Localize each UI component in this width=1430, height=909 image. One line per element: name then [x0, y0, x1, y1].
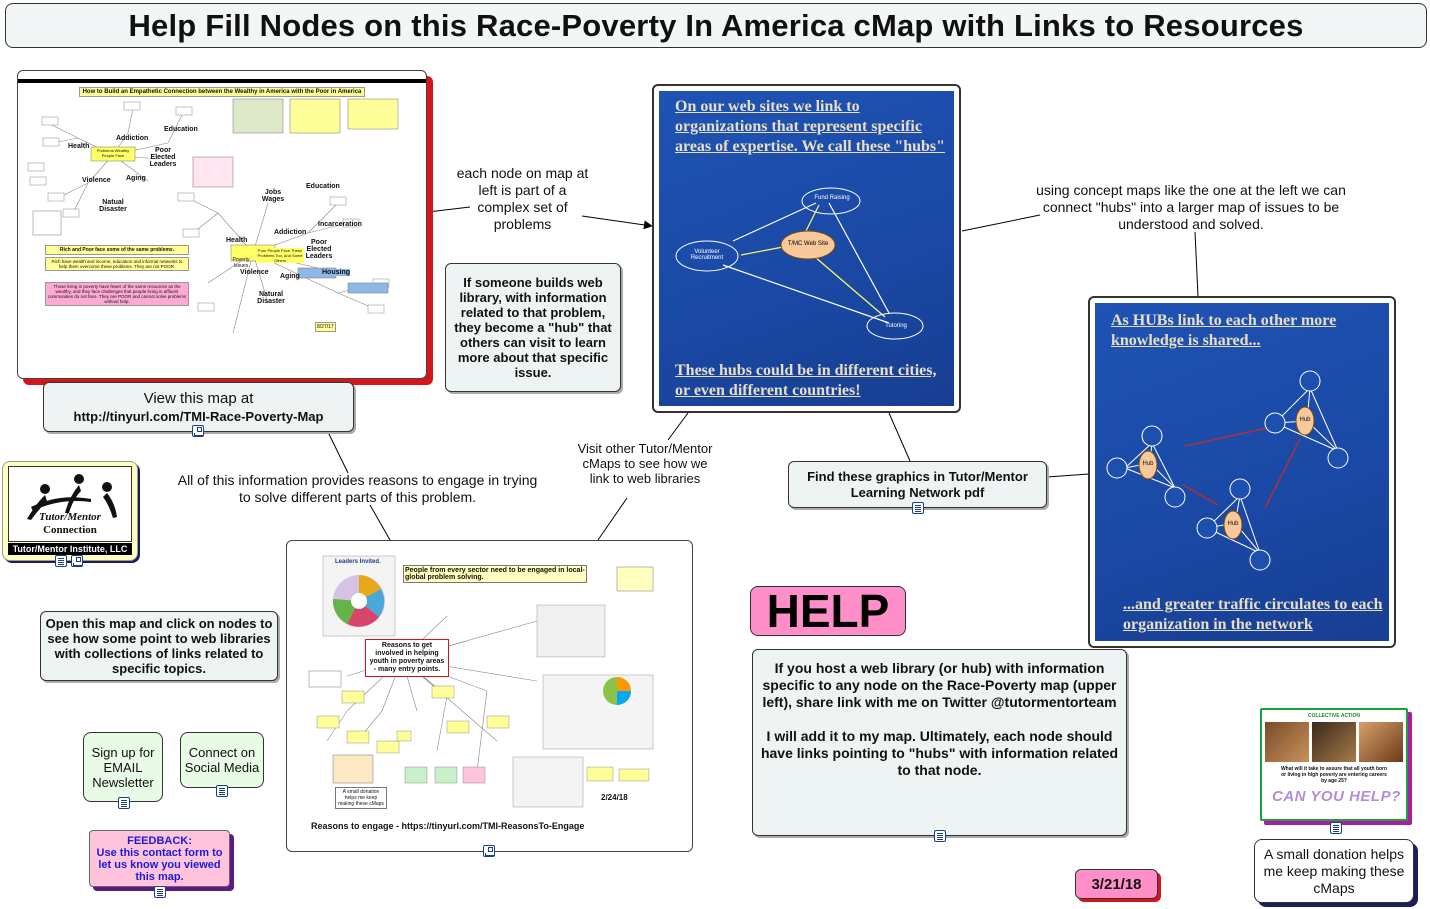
map-label-education-poor: Education — [306, 183, 340, 190]
all-info-text: All of this information provides reasons to engage in trying to solve different parts of this problem. — [177, 472, 538, 505]
connect-social-node[interactable] — [180, 732, 264, 788]
signup-node[interactable] — [83, 732, 163, 802]
page-title-node[interactable] — [5, 3, 1427, 48]
network-hub-2: Hub — [1299, 417, 1311, 423]
map-note-poor: Those living in poverty have fewer of the same resources as the wealthy, and they face challenges that people living in affluent communities do not face. They are POOR and cannot solve problems without help. — [45, 282, 189, 306]
document-icon[interactable] — [934, 830, 946, 842]
network-graphic[interactable] — [1088, 296, 1396, 648]
map-date: 8/27/17 — [317, 324, 334, 330]
someone-builds-node[interactable] — [445, 263, 621, 392]
find-graphics-text: Find these graphics in Tutor/Mentor Learning Network pdf — [807, 468, 1028, 500]
can-you-help-image[interactable] — [1260, 708, 1408, 821]
reasons-date: 2/24/18 — [601, 793, 628, 802]
network-hub-1: Hub — [1142, 461, 1154, 467]
view-map-link[interactable]: http://tinyurl.com/TMI-Race-Poverty-Map — [73, 409, 324, 424]
reasons-center: Reasons to get involved in helping youth in poverty areas - many entry points. — [365, 639, 449, 677]
map-label-poverty-issues: Poverty Issues — [232, 257, 250, 269]
feedback-line1: FEEDBACK: — [127, 834, 192, 847]
map-label-education: Education — [164, 126, 198, 133]
map-header: How to Build an Empathetic Connection between the Wealthy in America with the Poor in America — [79, 87, 366, 97]
hub-volunteer: Volunteer Recruitment — [690, 249, 724, 261]
concept-maps-text: using concept maps like the one at the left we can connect "hubs" into a larger map of issues to be understood and solved. — [1036, 182, 1346, 232]
view-map-line1: View this map at — [143, 390, 254, 407]
reasons-sector: People from every sector need to be engaged in local-global problem solving. — [403, 565, 587, 583]
reasons-donation-mini: A small donation helps me keep making these cMaps — [335, 787, 387, 809]
map-label-jobs: Jobs Wages — [261, 189, 285, 203]
hub-tutoring: Tutoring — [885, 323, 907, 329]
document-icon[interactable] — [216, 785, 228, 797]
race-poverty-map-image[interactable] — [17, 70, 427, 379]
concept-map-icon[interactable] — [71, 555, 83, 567]
document-icon[interactable] — [118, 797, 130, 809]
photo-thumbnail-3 — [1359, 722, 1403, 762]
host-text-2: I will add it to my map. Ultimately, each node should have links pointing to "hubs" with information related to that node. — [760, 728, 1119, 778]
logo-line1: Tutor/Mentor — [39, 511, 101, 523]
tutor-mentor-logo[interactable] — [2, 461, 138, 561]
map-note-rich: Rich have wealth and income, education and informal networks to help them overcome these problems. They are not POOR. — [45, 257, 189, 271]
feedback-line2[interactable]: Use this contact form to let us know you viewed this map. — [96, 846, 223, 883]
network-diagram — [1095, 303, 1389, 641]
can-you-help-heading: COLLECTIVE ACTION — [1307, 713, 1361, 719]
map-label-violence: Violence — [82, 177, 111, 184]
help-badge[interactable] — [750, 586, 906, 636]
can-you-help-question: What will it take to assure that all youth born or living in high poverty are entering careers by age 25? — [1280, 766, 1388, 784]
find-graphics-node[interactable] — [788, 461, 1047, 508]
logo-line2: Connection — [43, 524, 97, 536]
hub-website: T/MC Web Site — [787, 241, 829, 247]
map-label-leaders: Poor Elected Leaders — [149, 147, 177, 168]
hubs-bottom-text: These hubs could be in different cities, or even different countries! — [675, 362, 937, 399]
someone-builds-text: If someone builds web library, with information related to that problem, they become a "hub" that others can visit to learn more about that specific issue. — [454, 275, 612, 380]
logo-caption: Tutor/Mentor Institute, LLC — [8, 543, 132, 555]
feedback-node[interactable] — [89, 830, 230, 887]
map-label-disaster-poor: Natural Disaster — [257, 291, 285, 305]
network-hub-3: Hub — [1227, 521, 1239, 527]
map-label-incarceration: Incarceration — [318, 221, 362, 228]
document-icon[interactable] — [912, 502, 924, 514]
donation-text: A small donation helps me keep making these cMaps — [1263, 845, 1405, 896]
reasons-caption: Reasons to engage - https://tinyurl.com/TMI-ReasonsTo-Engage — [311, 821, 585, 831]
map-note-rich-poor: Rich and Poor face some of the same problems. — [45, 245, 189, 255]
reasons-leaders: Leaders Invited. — [335, 559, 381, 565]
map-label-aging: Aging — [126, 175, 146, 182]
reasons-map-image[interactable] — [286, 540, 693, 852]
map-label-disaster: Natual Disaster — [99, 199, 127, 213]
donation-node[interactable] — [1254, 839, 1414, 903]
map-thumbnail-lines — [18, 93, 426, 373]
map-label-wealthy-center: Problems Wealthy People Face — [96, 148, 130, 158]
visit-other-text: Visit other Tutor/Mentor cMaps to see how we link to web libraries — [577, 441, 713, 486]
page-title: Help Fill Nodes on this Race-Poverty In America cMap with Links to Resources — [128, 7, 1304, 43]
map-label-violence-poor: Violence — [240, 269, 269, 276]
document-icon[interactable] — [154, 886, 166, 898]
connect-text: Connect on Social Media — [184, 745, 260, 775]
hubs-top-text: On our web sites we link to organizations that represent specific areas of expertise. We call these "hubs" — [675, 98, 946, 155]
network-bottom-text: ...and greater traffic circulates to each organization in the network — [1123, 596, 1383, 633]
host-library-node[interactable] — [752, 649, 1127, 836]
map-label-addiction: Addiction — [116, 135, 149, 142]
can-you-help-overlay: CAN YOU HELP? — [1272, 788, 1401, 805]
date-badge-text: 3/21/18 — [1091, 875, 1142, 893]
document-icon[interactable] — [1330, 822, 1342, 834]
map-label-addiction-poor: Addiction — [274, 229, 307, 236]
each-node-text: each node on map at left is part of a complex set of problems — [456, 165, 589, 232]
concept-map-icon[interactable] — [483, 845, 495, 857]
hub-fund-raising: Fund Raising — [814, 195, 850, 201]
network-top-text: As HUBs link to each other more knowledge is shared... — [1111, 312, 1337, 349]
concept-map-icon[interactable] — [192, 425, 204, 437]
map-label-aging-poor: Aging — [280, 273, 300, 280]
map-label-health: Health — [68, 143, 90, 150]
open-map-text: Open this map and click on nodes to see how some point to web libraries with collections of links related to specific topics. — [45, 616, 273, 676]
map-label-health-poor: Health — [226, 237, 248, 244]
hubs-graphic[interactable] — [652, 84, 961, 413]
date-badge — [1075, 869, 1158, 899]
document-icon[interactable] — [55, 555, 67, 567]
map-label-leaders-poor: Poor Elected Leaders — [305, 239, 333, 260]
host-text-1: If you host a web library (or hub) with information specific to any node on the Race-Poverty map (upper left), share link with me on Twitter @tutormentorteam — [762, 660, 1117, 710]
open-map-node[interactable] — [40, 611, 278, 681]
help-label: HELP — [766, 585, 890, 637]
map-label-poor-center: Poor People Face These Problems Too, And Some Others — [257, 248, 303, 263]
signup-text: Sign up for EMAIL Newsletter — [91, 744, 155, 790]
photo-thumbnail-1 — [1265, 722, 1309, 762]
photo-thumbnail-2 — [1312, 722, 1356, 762]
map-label-housing: Housing — [322, 269, 350, 276]
